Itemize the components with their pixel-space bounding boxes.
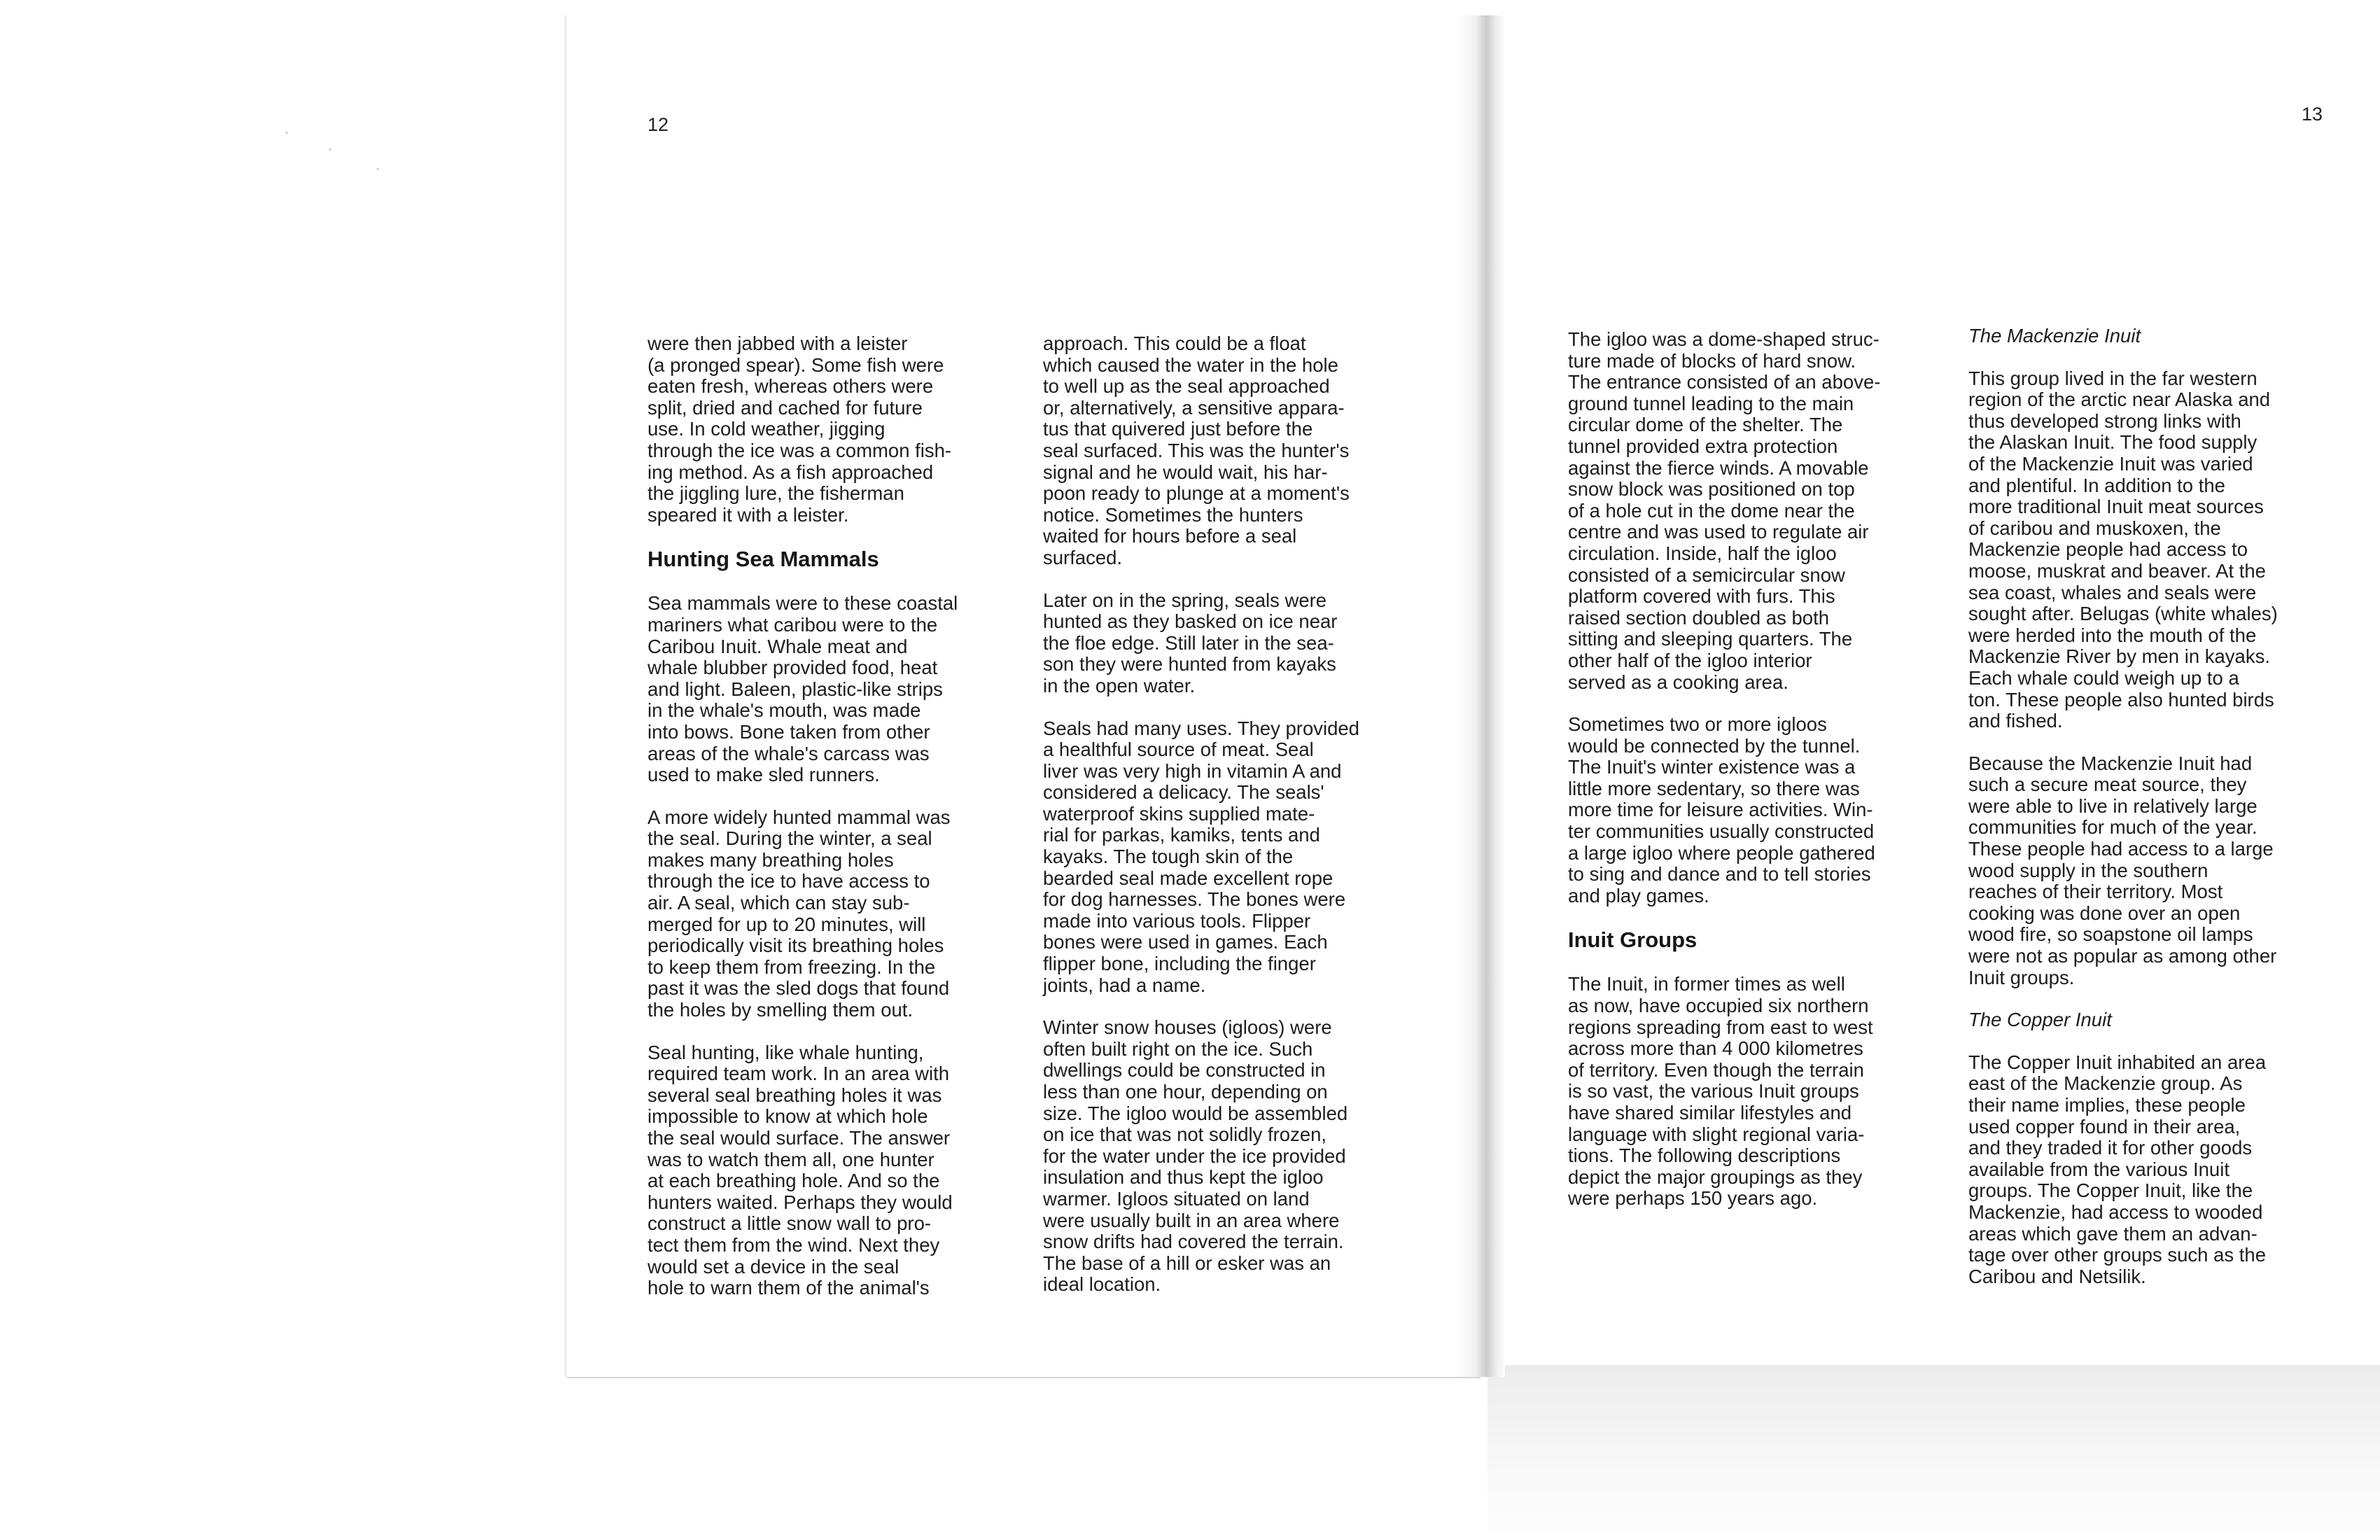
left-page-edge bbox=[564, 15, 567, 1377]
paragraph: A more widely hunted mammal was the seal. During the winter, a seal makes many breathing holes through the ice to have access to air. A seal, which can stay sub- merged for up to 20 minutes, will periodically visit its breathing holes to keep them from freezing. In the past it was the sled dogs that found the holes by smelling them out. bbox=[648, 806, 951, 1021]
page-number-left: 12 bbox=[648, 114, 669, 135]
paragraph: Sea mammals were to these coastal mariners what caribou were to the Caribou Inuit. Whale meat and whale blubber provided food, heat and light. Baleen, plastic-like strips in the whale's mouth, was made into bows. Bone taken from other areas of the whale's carcass was used to make sled runners. bbox=[648, 592, 958, 786]
paragraph: Sometimes two or more igloos would be connected by the tunnel. The Inuit's winter existence was a little more sedentary, so there was more time for leisure activities. Win- ter communities usually constructed a large igloo where people gathered to sing and dance and to tell stories and play games. bbox=[1568, 713, 1875, 906]
scan-speck bbox=[286, 132, 288, 134]
paragraph: Later on in the spring, seals were hunted as they basked on ice near the floe edge. Still later in the sea- son they were hunted from kayaks in the open water. bbox=[1043, 589, 1338, 696]
paragraph: Seal hunting, like whale hunting, required team work. In an area with several seal breathing holes it was impossible to know at which hole the seal would surface. The answer was to watch them all, one hunter at each breathing hole. And so the hunters waited. Perhaps they would construct a little snow wall to pro- tect them from the wind. Next they would set a device in the seal hole to warn them of the animal's bbox=[648, 1041, 953, 1299]
section-heading: Inuit Groups bbox=[1568, 927, 1698, 953]
section-heading: Hunting Sea Mammals bbox=[648, 547, 879, 572]
page-number-right: 13 bbox=[2302, 104, 2323, 125]
scan-speck bbox=[377, 168, 379, 170]
book-gutter bbox=[1456, 15, 1505, 1377]
subsection-heading: The Copper Inuit bbox=[1968, 1009, 2112, 1031]
paragraph: The igloo was a dome-shaped struc- ture made of blocks of hard snow. The entrance consisted of an above- ground tunnel leading to the main circular dome of the shelter. The tunnel provided extra protection against the fierce winds. A movable snow block was positioned on top of a hole cut in the dome near the centre and was used to regulate air circulation. Inside, half the igloo consisted of a semicircular snow platform covered with furs. This raised section doubled as both sitting and sleeping quarters. The other half of the igloo interior served as a cooking area. bbox=[1568, 328, 1881, 693]
paragraph: The Inuit, in former times as well as now, have occupied six northern regions spreading from east to west across more than 4 000 kilometres of territory. Even though the terrain is so vast, the various Inuit groups have shared similar lifestyles and language with slight regional varia- tions. The following descriptions depict the major groupings as they were perhaps 150 years ago. bbox=[1568, 973, 1873, 1210]
right-page-column-1 bbox=[1568, 329, 1935, 1231]
left-page-column-1 bbox=[648, 333, 1015, 1320]
left-page-column-2 bbox=[1043, 333, 1410, 1317]
paragraph: This group lived in the far western region of the arctic near Alaska and thus developed strong links with the Alaskan Inuit. The food supply of the Mackenzie Inuit was varied and plentiful. In addition to the more traditional Inuit meat sources of caribou and muskoxen, the Mackenzie people had access to moose, muskrat and beaver. At the sea coast, whales and seals were sought after. Belugas (white whales) were herded into the mouth of the Mackenzie River by men in kayaks. Each whale could weigh up to a ton. These people also hunted birds and fished. bbox=[1968, 367, 2278, 732]
paragraph: Winter snow houses (igloos) were often built right on the ice. Such dwellings could be constructed in less than one hour, depending on size. The igloo would be assembled on ice that was not solidly frozen, for the water under the ice provided insulation and thus kept the igloo warmer. Igloos situated on land were usually built in an area where snow drifts had covered the terrain. The base of a hill or esker was an ideal location. bbox=[1043, 1016, 1348, 1296]
paragraph: Seals had many uses. They provided a healthful source of meat. Seal liver was very high in vitamin A and considered a delicacy. The seals' waterproof skins supplied mate- rial for parkas, kamiks, tents and kayaks. The tough skin of the bearded seal made excellent rope for dog harnesses. The bones were made into various tools. Flipper bones were used in games. Each flipper bone, including the finger joints, had a name. bbox=[1043, 717, 1359, 996]
paragraph: were then jabbed with a leister (a pronged spear). Some fish were eaten fresh, whereas others were split, dried and cached for future use. In cold weather, jigging through the ice was a common fish- ing method. As a fish approached the jiggling lure, the fisherman speared it with a leister. bbox=[648, 332, 952, 526]
paragraph: Because the Mackenzie Inuit had such a secure meat source, they were able to live in relatively large communities for much of the year. These people had access to a large wood supply in the southern reaches of their territory. Most cooking was done over an open wood fire, so soapstone oil lamps were not as popular as among other Inuit groups. bbox=[1968, 752, 2277, 988]
right-page-column-2 bbox=[1968, 326, 2336, 1308]
paragraph: approach. This could be a float which caused the water in the hole to well up as the seal approached or, alternatively, a sensitive appara- tus that quivered just before the seal surfaced. This was the hunter's signal and he would wait, his har- poon ready to plunge at a moment's notice. Sometimes the hunters waited for hours before a seal surfaced. bbox=[1043, 332, 1350, 568]
paragraph: The Copper Inuit inhabited an area east of the Mackenzie group. As their name implies, these people used copper found in their area, and they traded it for other goods available from the various Inuit groups. The Copper Inuit, like the Mackenzie, had access to wooded areas which gave them an advan- tage over other groups such as the Caribou and Netsilik. bbox=[1968, 1051, 2267, 1287]
right-page-bottom-shadow bbox=[1488, 1365, 2380, 1533]
subsection-heading: The Mackenzie Inuit bbox=[1968, 325, 2141, 346]
scan-speck bbox=[329, 148, 331, 150]
